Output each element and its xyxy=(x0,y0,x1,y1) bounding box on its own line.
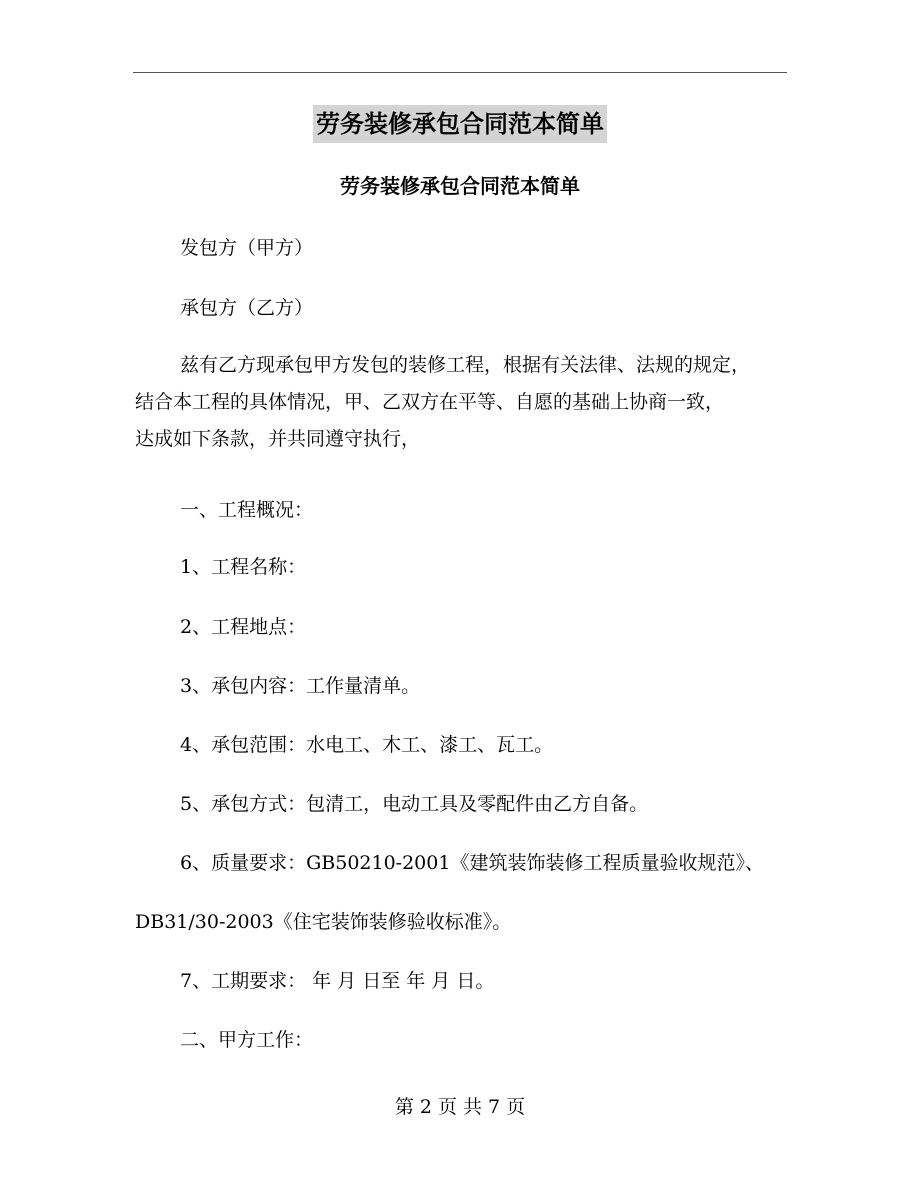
clause-item-3: 3、承包内容：工作量清单。 xyxy=(180,675,421,697)
document-subtitle: 劳务装修承包合同范本简单 xyxy=(340,174,580,198)
document-title: 劳务装修承包合同范本简单 xyxy=(313,105,607,143)
section-heading-1: 一、工程概况： xyxy=(180,499,314,521)
clause-item-6: 6、质量要求：GB50210-2001《建筑装饰装修工程质量验收规范》、 xyxy=(180,852,764,874)
intro-line: 结合本工程的具体情况，甲、乙双方在平等、自愿的基础上协商一致， xyxy=(135,391,725,413)
intro-paragraph xyxy=(135,347,785,458)
page-number-footer: 第 2 页 共 7 页 xyxy=(394,1096,526,1118)
clause-item-2: 2、工程地点： xyxy=(180,616,307,638)
party-b-label: 承包方（乙方） xyxy=(180,297,314,319)
clause-item-6-continued: DB31/30-2003《住宅装饰装修验收标准》。 xyxy=(135,911,512,933)
clause-item-5: 5、承包方式：包清工，电动工具及零配件由乙方自备。 xyxy=(180,793,649,815)
party-a-label: 发包方（甲方） xyxy=(180,237,314,259)
intro-line: 兹有乙方现承包甲方发包的装修工程，根据有关法律、法规的规定， xyxy=(180,354,751,376)
header-rule xyxy=(133,72,787,73)
clause-item-7: 7、工期要求： 年 月 日至 年 月 日。 xyxy=(180,970,495,992)
clause-item-1: 1、工程名称： xyxy=(180,556,307,578)
clause-item-4: 4、承包范围：水电工、木工、漆工、瓦工。 xyxy=(180,734,554,756)
intro-line: 达成如下条款，并共同遵守执行， xyxy=(135,428,421,450)
section-heading-2: 二、甲方工作： xyxy=(180,1029,314,1051)
title-container xyxy=(0,105,920,143)
